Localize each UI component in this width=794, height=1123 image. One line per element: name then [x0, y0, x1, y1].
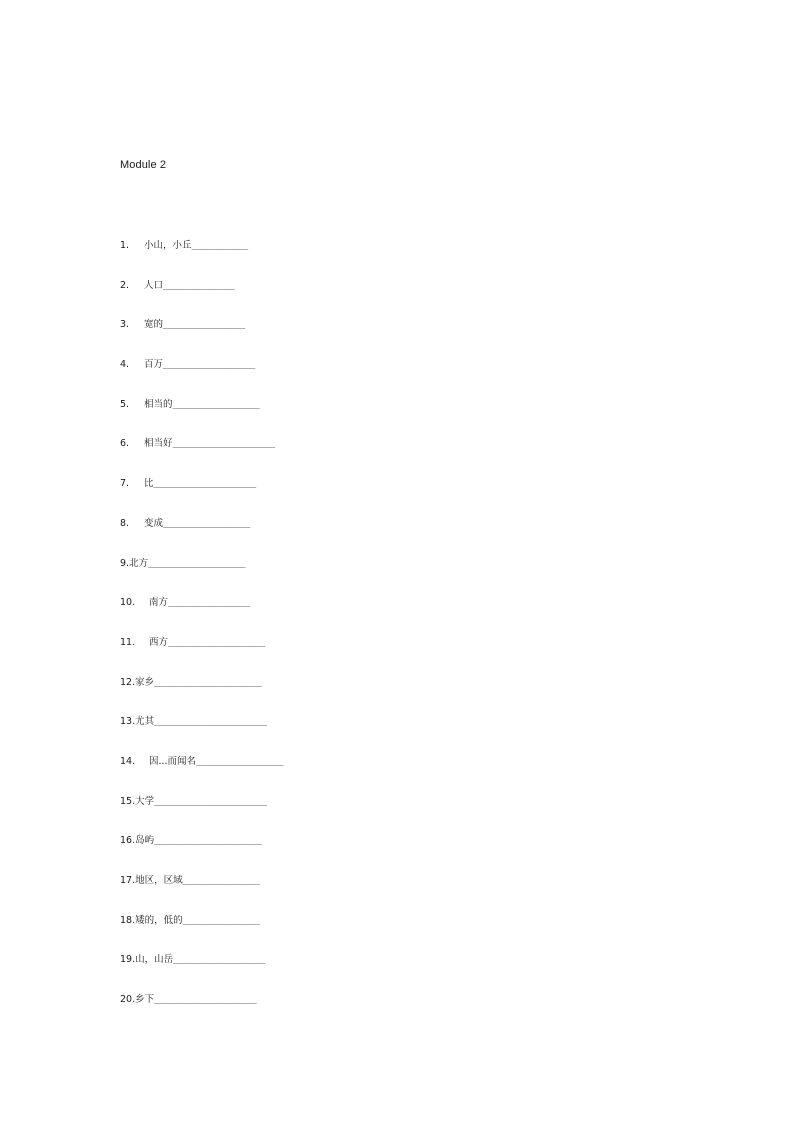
answer-blank[interactable]: _______________: [182, 915, 260, 926]
item-number: 1.: [120, 240, 130, 251]
item-number: 3.: [120, 319, 130, 331]
list-item: [120, 596, 720, 636]
answer-blank[interactable]: ___________________: [148, 558, 246, 569]
item-number: 10.: [120, 597, 136, 609]
item-number: 13.: [120, 716, 136, 728]
item-term: 家乡: [135, 676, 155, 688]
item-term: 相当好: [144, 438, 173, 450]
item-number: 19.: [120, 954, 136, 966]
item-number: 12.: [120, 676, 136, 688]
item-term: 相当的: [144, 398, 173, 410]
item-number: 15.: [120, 795, 136, 807]
answer-blank[interactable]: ______________________: [154, 796, 267, 807]
item-number: 11.: [120, 636, 136, 648]
item-number: 18.: [120, 914, 136, 926]
answer-blank[interactable]: __________________: [173, 955, 266, 966]
item-term: 地区，区域: [135, 875, 183, 886]
item-term: 大学: [135, 795, 155, 807]
item-number: 20.: [120, 994, 136, 1006]
list-item: [120, 676, 720, 716]
list-item: [120, 993, 720, 1033]
item-term: 小山，小丘: [144, 240, 192, 251]
document-title: Module 2: [120, 159, 167, 171]
answer-blank[interactable]: ______________: [163, 280, 235, 291]
item-term: 乡下: [135, 994, 155, 1006]
answer-blank[interactable]: ________________: [163, 320, 245, 331]
answer-blank[interactable]: _______________: [182, 876, 260, 886]
answer-blank[interactable]: _____________________: [154, 836, 262, 847]
answer-blank[interactable]: _________________: [172, 399, 260, 410]
item-term: 百万: [144, 359, 164, 371]
list-item: [120, 437, 720, 477]
list-item: [120, 557, 720, 597]
item-term: 变成: [144, 517, 164, 529]
list-item: [120, 755, 720, 795]
list-item: [120, 358, 720, 398]
list-item: [120, 318, 720, 358]
item-number: 4.: [120, 359, 130, 371]
item-term: 宽的: [144, 319, 164, 331]
item-term: 西方: [149, 636, 169, 648]
list-item: [120, 795, 720, 835]
item-term: 因...而闻名: [149, 755, 197, 767]
item-term: 山，山岳: [135, 954, 174, 966]
list-item: [120, 914, 720, 954]
list-item: [120, 874, 720, 914]
item-term: 矮的，低的: [135, 914, 183, 926]
answer-blank[interactable]: ______________________: [154, 717, 267, 728]
list-item: [120, 715, 720, 755]
item-term: 比: [144, 478, 154, 490]
list-item: [120, 477, 720, 517]
item-number: 7.: [120, 478, 130, 490]
list-item: [120, 834, 720, 874]
item-term: 北方: [129, 557, 149, 569]
list-item: [120, 953, 720, 993]
item-number: 8.: [120, 517, 130, 529]
answer-blank[interactable]: __________________: [163, 360, 256, 371]
vocabulary-list: [120, 239, 720, 1033]
list-item: [120, 398, 720, 438]
item-number: 14.: [120, 755, 136, 767]
answer-blank[interactable]: ___________: [191, 241, 248, 251]
item-term: 南方: [149, 597, 169, 609]
item-term: 尤其: [135, 716, 155, 728]
item-term: 人口: [144, 279, 164, 291]
list-item: [120, 239, 720, 279]
item-number: 5.: [120, 398, 130, 410]
answer-blank[interactable]: ____________________: [153, 479, 256, 490]
answer-blank[interactable]: _________________: [196, 756, 284, 767]
list-item: [120, 279, 720, 319]
answer-blank[interactable]: ____________________: [154, 995, 257, 1006]
item-number: 16.: [120, 835, 136, 847]
item-term: 岛屿: [135, 835, 155, 847]
list-item: [120, 636, 720, 676]
answer-blank[interactable]: ___________________: [168, 637, 266, 648]
answer-blank[interactable]: ____________________: [172, 439, 275, 450]
list-item: [120, 517, 720, 557]
item-number: 2.: [120, 279, 130, 291]
item-number: 6.: [120, 438, 130, 450]
answer-blank[interactable]: ________________: [168, 598, 250, 609]
item-number: 17.: [120, 875, 136, 886]
item-number: 9.: [120, 557, 130, 569]
answer-blank[interactable]: _____________________: [154, 677, 262, 688]
answer-blank[interactable]: _________________: [163, 518, 251, 529]
